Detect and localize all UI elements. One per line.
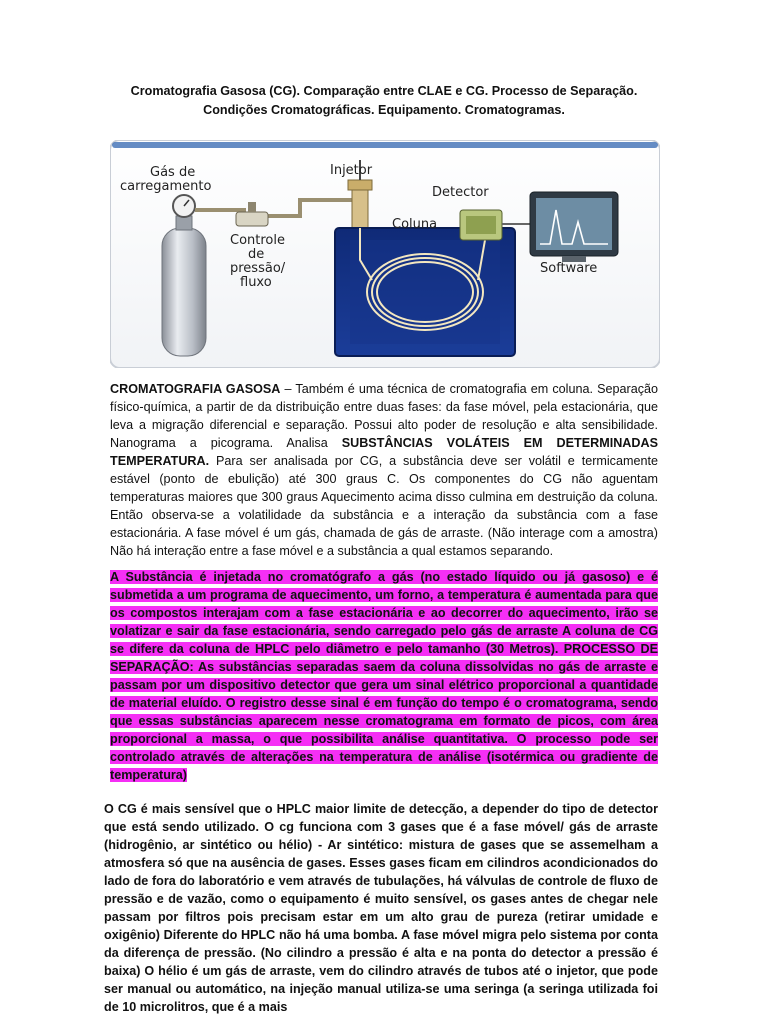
highlighted-text: A Substância é injetada no cromatógrafo a gás (no estado líquido ou já gasoso) e é submetida a um programa de aquecimento, um forno, a temperatura é aumentada para que os compostos interajam com a fase estacionária e ao decorrer do aquecimento, irão se volatizar e sair da fase estacionária, sendo carregado pelo gás de arraste A coluna de CG se difere da coluna de HPLC pelo diâmetro e pelo tamanho (30 Metros). PROCESSO DE SEPARAÇÃO: As substâncias separadas saem da coluna dissolvidas no gás de arraste e passam por um dispositivo detector que gera um sinal elétrico proporcional a quantidade de material eluído. O registro desse sinal é em função do tempo é o cromatograma, sendo que essas substâncias aparecem nesse cromatograma em formato de picos, com área proporcional a massa, o que possibilita análise quantitativa. O processo pode ser controlado através de alterações na temperatura de análise (isotérmica ou gradiente de temperatura) — [110, 570, 658, 782]
paragraph-highlighted — [110, 568, 658, 784]
label-fluxo: fluxo — [240, 275, 272, 290]
paragraph-intro — [110, 380, 658, 560]
label-coluna: Coluna — [392, 217, 438, 232]
label-software: Software — [540, 261, 598, 276]
intro-lead: CROMATOGRAFIA GASOSA — [110, 382, 281, 396]
gc-equipment-diagram — [110, 140, 660, 368]
intro-text-1: – Também é uma técnica de cromatografia em coluna. Separação físico-química, a partir de da distribuição entre duas fases: da fase móvel, pela estacionária, que leva a migração diferencial e separação. Possui alto poder de resolução e alta sensibilidade. Nanograma a picograma. Analisa — [110, 382, 659, 450]
intro-text-2: Para ser analisada por CG, a substância deve ser volátil e termicamente estável (ponto de ebulição) até 300 graus C. Os componentes do CG não aguentam temperaturas maiores que 300 graus Aquecimento acima disso culmina em destruição da coluna. Então observa-se a volatilidade da substância e a interação da substância com a fase estacionária. A fase móvel é um gás, chamada de gás de arraste. (Não interage com a amostra) Não há interação entre a fase móvel e a substância a qual estamos separando. — [110, 454, 658, 558]
label-pressao: pressão/ — [230, 261, 286, 276]
label-detector: Detector — [432, 185, 489, 200]
software-monitor-icon — [530, 192, 618, 262]
label-carregamento: carregamento — [120, 179, 212, 194]
paragraph-cg-details: O CG é mais sensível que o HPLC maior limite de detecção, a depender do tipo de detector que está sendo utilizado. O cg funciona com 3 gases que é a fase móvel/ gás de arraste (hidrogênio, ar sintético ou hélio) - Ar sintético: mistura de gases que se assemelham a atmosfera só que na ausência de gases. Esses gases ficam em cilindros acondicionados do lado de fora do laboratório e vem através de tubulações, há válvulas de controle de fluxo de pressão e de vazão, como o equipamento é muito sensível, os gases antes de chegar nele passam por filtros pois precisam estar em um alto grau de pureza (retirar umidade e oxigênio) Diferente do HPLC não há uma bomba. A fase móvel migra pelo sistema por conta da diferença de pressão. (No cilindro a pressão é alta e na ponta do detector a pressão é baixa) O hélio é um gás de arraste, vem do cilindro através de tubos até o injetor, que pode ser manual ou automático, na injeção manual utiliza-se uma seringa (a seringa utilizada foi de 10 microlitros, que é a mais — [104, 802, 658, 1014]
intro-bold-1: SUBSTÂNCIAS VOLÁTEIS EM DETERMINADAS TEMPERATURA. — [110, 436, 658, 468]
label-de: de — [248, 247, 265, 262]
label-controle: Controle — [230, 233, 285, 248]
label-gas: Gás de — [150, 165, 196, 180]
document-title: Cromatografia Gasosa (CG). Comparação entre CLAE e CG. Processo de Separação. Condições Cromatográficas. Equipamento. Cromatogramas. — [130, 84, 638, 117]
label-injetor: Injetor — [330, 163, 373, 178]
oven-column-icon — [335, 228, 515, 356]
detector-icon — [460, 210, 502, 240]
